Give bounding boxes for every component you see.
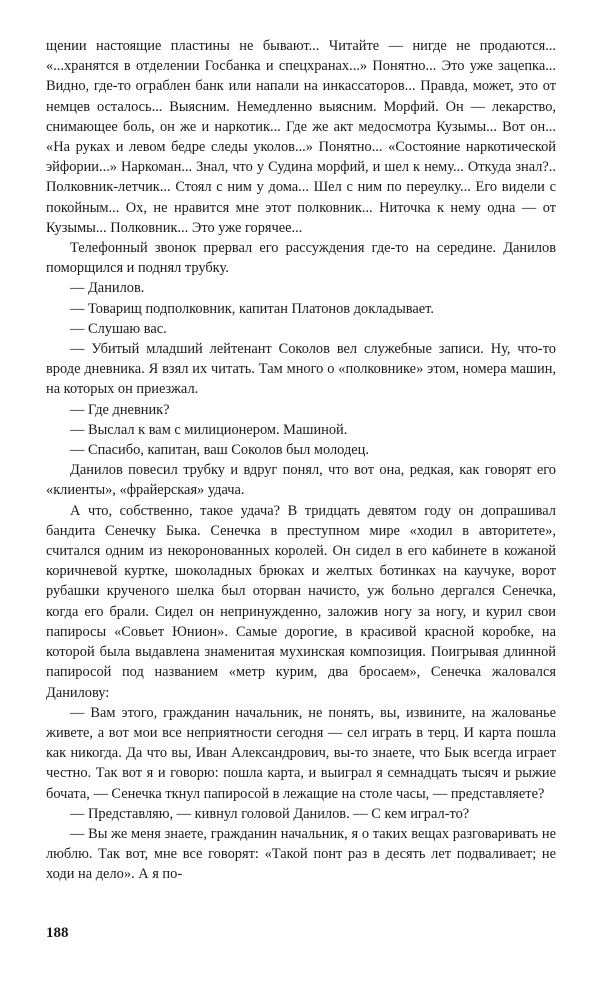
book-page-text [46, 36, 556, 885]
paragraph-12: — Вам этого, гражданин начальник, не понять, вы, извините, на жалованье живете, а вот мои все неприятности сегодня — сел играть в терц. И карта пошла как никогда. Да что вы, Иван Александрович, вы-то знаете, что Бык всегда играет честно. Так вот я и говорю: пошла карта, и выиграл я семнадцать тысяч и рыжие бочата, — Сенечка ткнул папиросой в лежащие на столе часы, — представляете? [46, 704, 556, 802]
paragraph-1: щении настоящие пластины не бывают... Читайте — нигде не продаются... «...хранятся в отделении Госбанка и спецхранах...» Понятно... Это уже зацепка... Видно, где-то ограблен банк или напали на инкассаторов... Правда, может, это от немцев осталось... Выясним. Немедленно выясним. Морфий. Он — лекарство, снимающее боль, он же и наркотик... Где же акт медосмотра Кузымы... Вот он... «На руках и левом бедре следы уколов...» Понятно... «Состояние наркотической эйфории...» Наркоман... Знал, что у Судина морфий, и шел к нему... Откуда знал?.. Полковник-летчик... Стоял с ним у дома... Шел с ним по переулку... Его видели с покойным... Ох, не нравится мне этот полковник... Ниточка к нему одна — от Кузымы... Полковник... Это уже горячее... [46, 38, 556, 236]
paragraph-8: — Выслал к вам с милиционером. Машиной. [70, 421, 348, 438]
paragraph-4: — Товарищ подполковник, капитан Платонов докладывает. [70, 300, 434, 317]
paragraph-6: — Убитый младший лейтенант Соколов вел служебные записи. Ну, что-то вроде дневника. Я взял их читать. Там много о «полковнике» этом, номера машин, на которых он приезжал. [46, 341, 556, 398]
page-number: 188 [46, 925, 69, 941]
paragraph-14: — Вы же меня знаете, гражданин начальник, я о таких вещах разговаривать не люблю. Так вот, мне все говорят: «Такой понт раз в десять лет подваливает; не ходи на дело». А я по- [46, 825, 556, 883]
paragraph-5: — Слушаю вас. [70, 320, 167, 337]
paragraph-2: Телефонный звонок прервал его рассуждения где-то на середине. Данилов поморщился и поднял трубку. [46, 240, 556, 277]
paragraph-7: — Где дневник? [70, 401, 170, 418]
paragraph-3: — Данилов. [70, 280, 145, 297]
paragraph-11: А что, собственно, такое удача? В тридцать девятом году он допрашивал бандита Сенечку Быка. Сенечка в преступном мире «ходил в авторитете», считался одним из некоронованных королей. Он сидел в его кабинете в кожаной коричневой куртке, шоколадных брюках и желтых ботинках на каучуке, ворот рубашки крученого шелка был оторван начисто, уж больно дергался Сенечка, когда его брали. Сидел он непринужденно, заложив ногу за ногу, и курил свои папиросы «Совьет Юнион». Самые дорогие, в красивой красной коробке, на которой была выдавлена знаменитая мухинская композиция. Поигрывая длинной папиросой под названием «метр курим, два бросаем», Сенечка жаловался Данилову: [46, 502, 556, 701]
paragraph-9: — Спасибо, капитан, ваш Соколов был молодец. [70, 442, 369, 459]
paragraph-10: Данилов повесил трубку и вдруг понял, что вот она, редкая, как говорят его «клиенты», «фрайерская» удача. [46, 462, 556, 499]
paragraph-13: — Представляю, — кивнул головой Данилов. — С кем играл-то? [70, 805, 470, 822]
